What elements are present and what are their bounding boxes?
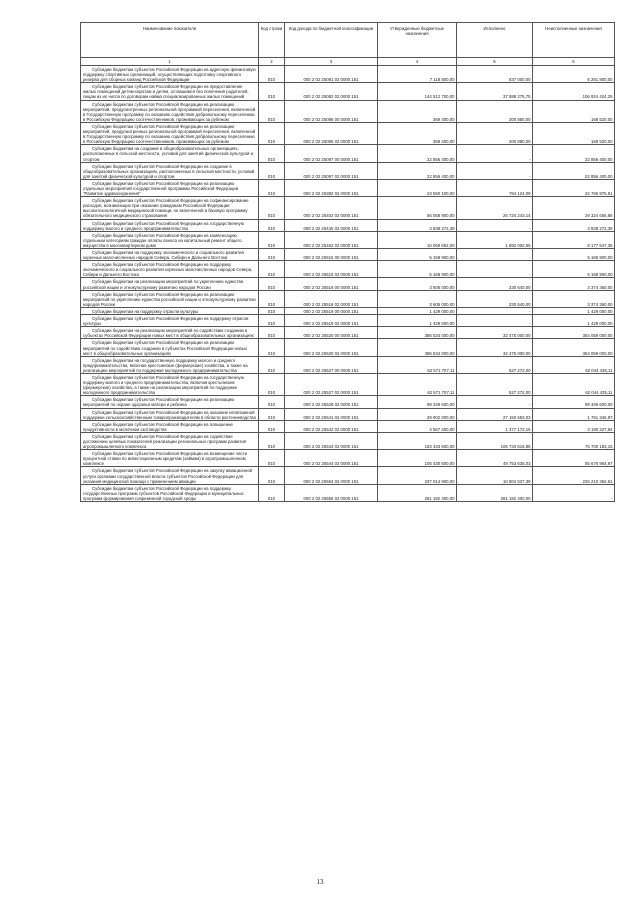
cell-unexecuted: - <box>533 484 615 501</box>
cell-line-code: 010 <box>259 197 285 219</box>
cell-approved: 56 058 900,00 <box>378 197 457 219</box>
cell-approved: 99 349 600,00 <box>378 396 457 408</box>
cell-name <box>81 197 259 219</box>
cell-executed: 230 640,00 <box>457 290 533 307</box>
cell-executed: - <box>457 307 533 314</box>
row-name-text: Субсидии бюджетам субъектов Российской Федерации на создание в общеобразовательных организациях, расположенных в сельской местности, условий для занятий физической культурой и спортом <box>83 163 255 179</box>
cell-line-code: 010 <box>259 122 285 144</box>
cell-unexecuted: 354 059 000,00 <box>533 339 615 356</box>
cell-approved: 1 429 000,00 <box>378 307 457 314</box>
cell-executed: 1 892 002,65 <box>457 231 533 248</box>
cell-budget-code: 000 2 02 25555 02 0000 151 <box>285 484 378 501</box>
cell-executed: 784 124,09 <box>457 179 533 196</box>
cell-approved: 3 605 000,00 <box>378 278 457 290</box>
cell-budget-code: 000 2 02 25402 02 0000 151 <box>285 197 378 219</box>
cell-unexecuted: 3 374 360,00 <box>533 278 615 290</box>
row-name-text: Субсидии бюджетам субъектов Российской Федерации на поддержку экономического и социального развития коренных малочисленных народов Севера, Сибири и Дальнего Востока <box>83 262 253 278</box>
row-name-text: Субсидии бюджетам субъектов Российской Федерации на содействие достижению целевых показателей реализации региональных программ развития агропромышленного комплекса <box>83 433 247 450</box>
cell-line-code: 010 <box>259 396 285 408</box>
cell-executed: - <box>457 219 533 231</box>
row-name-text: Субсидии бюджетам субъектов Российской Федерации на реализацию мероприятий, предусмотренных региональной программой переселения, включенной в Государственную программу по оказанию содействия добровольному переселению в Российскую Федерацию соотечественников, проживающих за рубежом <box>83 123 256 145</box>
cell-unexecuted: 1 751 346,97 <box>533 408 615 420</box>
cell-name <box>81 339 259 356</box>
col-number: 1 <box>81 58 259 66</box>
cell-unexecuted: 5 168 900,00 <box>533 249 615 261</box>
cell-name <box>81 307 259 314</box>
cell-budget-code: 000 2 02 25462 02 0000 151 <box>285 231 378 248</box>
table-row <box>81 122 615 144</box>
cell-budget-code: 000 2 02 25543 02 0000 151 <box>285 432 378 449</box>
cell-approved: 22 856 400,00 <box>378 162 457 179</box>
cell-name <box>81 467 259 484</box>
row-name-text: Субсидии бюджетам субъектов Российской Федерации на предоставление жилых помещений детям-сиротам и детям, оставшимся без попечения родителей, лицам из их числа по договорам найма специализированных жилых помещений <box>83 84 249 100</box>
cell-executed: 26 734 243,14 <box>457 197 533 219</box>
cell-line-code: 010 <box>259 145 285 162</box>
cell-unexecuted: 168 520,00 <box>533 100 615 122</box>
table-row <box>81 231 615 248</box>
cell-approved: 369 400,00 <box>378 100 457 122</box>
cell-name <box>81 315 259 327</box>
row-name-text: Субсидии бюджетам субъектов Российской Федерации на поддержку отрасли культуры <box>83 316 249 327</box>
cell-name <box>81 278 259 290</box>
cell-line-code: 010 <box>259 249 285 261</box>
cell-line-code: 010 <box>259 162 285 179</box>
cell-unexecuted: 354 059 000,00 <box>533 327 615 339</box>
table-row <box>81 261 615 278</box>
col-header-code: Код строки <box>259 23 285 58</box>
row-name-text: Субсидии бюджетам субъектов Российской Федерации на компенсацию отдельным категориям граждан оплаты взноса на капитальный ремонт общего имущества в многоквартирном доме <box>83 232 242 248</box>
cell-line-code: 010 <box>259 179 285 196</box>
cell-line-code: 010 <box>259 315 285 327</box>
table-row <box>81 179 615 196</box>
cell-executed: 200 880,00 <box>457 122 533 144</box>
cell-unexecuted: 76 700 183,15 <box>533 432 615 449</box>
cell-executed: 32 475 000,00 <box>457 327 533 339</box>
cell-executed: - <box>457 315 533 327</box>
cell-executed: - <box>457 261 533 278</box>
row-name-text: Субсидии бюджетам на государственную поддержку малого и среднего предпринимательства, включая крестьянские (фермерские) хозяйства, а также на реализацию мероприятий по поддержке молодежного предпринимательства <box>83 357 248 373</box>
cell-name <box>81 231 259 248</box>
table-row <box>81 467 615 484</box>
cell-budget-code: 000 2 02 25097 02 0000 151 <box>285 162 378 179</box>
cell-unexecuted: 55 676 964,97 <box>533 450 615 467</box>
table-row <box>81 66 615 83</box>
cell-executed: 49 753 635,03 <box>457 450 533 467</box>
cell-name <box>81 122 259 144</box>
cell-name <box>81 396 259 408</box>
table-row <box>81 100 615 122</box>
cell-name <box>81 100 259 122</box>
cell-budget-code: 000 2 02 25515 02 0000 151 <box>285 261 378 278</box>
row-name-text: Субсидии бюджетам субъектов Российской Федерации на софинансирование расходов, возникающих при оказании гражданам Российской Федерации высокотехнологичной медицинской помощи, не включенной в базовую программу обязательного медицинского страхования <box>83 198 249 219</box>
cell-approved: 369 400,00 <box>378 122 457 144</box>
cell-line-code: 010 <box>259 467 285 484</box>
cell-approved: 386 534 000,00 <box>378 327 457 339</box>
table-row <box>81 219 615 231</box>
cell-name <box>81 420 259 432</box>
cell-budget-code: 000 2 02 25527 02 0000 151 <box>285 373 378 395</box>
cell-executed: - <box>457 249 533 261</box>
column-number-row <box>81 58 615 66</box>
table-row <box>81 432 615 449</box>
table-row <box>81 83 615 100</box>
cell-unexecuted: 62 044 435,11 <box>533 356 615 373</box>
cell-executed: 837 000,00 <box>457 66 533 83</box>
row-name-text: Субсидии бюджетам субъектов Российской Федерации на реализацию отдельных мероприятий государственной программы Российской Федерации "Развитие здравоохранения" <box>83 180 239 197</box>
table-body <box>81 66 615 502</box>
table-row <box>81 327 615 339</box>
cell-unexecuted: 6 281 800,00 <box>533 66 615 83</box>
cell-name <box>81 145 259 162</box>
cell-approved: 4 567 400,00 <box>378 420 457 432</box>
cell-unexecuted: 5 168 900,00 <box>533 261 615 278</box>
table-row <box>81 420 615 432</box>
table-row <box>81 145 615 162</box>
table-row <box>81 307 615 314</box>
cell-unexecuted: 226 210 362,61 <box>533 467 615 484</box>
cell-unexecuted: 22 856 400,00 <box>533 162 615 179</box>
cell-line-code: 010 <box>259 356 285 373</box>
cell-approved: 3 605 000,00 <box>378 290 457 307</box>
cell-unexecuted: 1 429 000,00 <box>533 315 615 327</box>
table-row <box>81 408 615 420</box>
cell-executed: 1 377 172,16 <box>457 420 533 432</box>
cell-approved: 23 550 100,00 <box>378 179 457 196</box>
cell-approved: 10 069 652,00 <box>378 231 457 248</box>
cell-executed: - <box>457 162 533 179</box>
cell-budget-code: 000 2 02 25516 02 0000 151 <box>285 290 378 307</box>
cell-unexecuted: 3 374 360,00 <box>533 290 615 307</box>
row-name-text: Субсидии бюджетам на реализацию мероприятий по содействию созданию в субъектах Российской Федерации новых мест в общеобразовательных организациях <box>83 328 254 339</box>
header-row <box>81 23 615 58</box>
cell-name <box>81 219 259 231</box>
row-name-text: Субсидии бюджетам на реализацию мероприятий по укреплению единства российской нации и этнокультурному развитию народов России <box>83 279 244 290</box>
cell-executed: 27 150 653,03 <box>457 408 533 420</box>
cell-budget-code: 000 2 02 25515 00 0000 151 <box>285 249 378 261</box>
col-number: 6 <box>533 58 615 66</box>
row-name-text: Субсидии бюджетам субъектов Российской Федерации на государственную поддержку малого и среднего предпринимательства <box>83 220 244 231</box>
cell-budget-code: 000 2 02 25542 02 0000 151 <box>285 420 378 432</box>
cell-line-code: 010 <box>259 450 285 467</box>
row-name-text: Субсидии бюджетам субъектов Российской Федерации на реализацию мероприятий по содействию созданию в субъектах Российской Федерации новых мест в общеобразовательных организациях <box>83 340 247 356</box>
row-name-text: Субсидии бюджетам на поддержку экономического и социального развития коренных малочисленных народов Севера, Сибири и Дальнего Востока <box>83 250 244 261</box>
cell-unexecuted: 62 044 435,11 <box>533 373 615 395</box>
cell-budget-code: 000 2 02 25382 02 0000 151 <box>285 179 378 196</box>
cell-executed: 10 804 537,39 <box>457 467 533 484</box>
cell-budget-code: 000 2 02 25516 00 0000 151 <box>285 278 378 290</box>
cell-executed: 527 272,00 <box>457 356 533 373</box>
table-row <box>81 162 615 179</box>
cell-approved: 144 512 700,00 <box>378 83 457 100</box>
cell-name <box>81 162 259 179</box>
cell-line-code: 010 <box>259 231 285 248</box>
cell-executed: 32 475 000,00 <box>457 339 533 356</box>
table-row <box>81 373 615 395</box>
row-name-text: Субсидии бюджетам на создание в общеобразовательных организациях, расположенных в сельской местности, условий для занятий физической культурой и спортом <box>83 146 253 162</box>
cell-name <box>81 261 259 278</box>
budget-table <box>80 22 615 502</box>
cell-approved: 386 534 000,00 <box>378 339 457 356</box>
col-number: 3 <box>285 58 378 66</box>
row-name-text: Субсидии бюджетам субъектов Российской Федерации на оказание несвязанной поддержки сельскохозяйственным товаропроизводителям в области растениеводства <box>83 409 256 420</box>
cell-budget-code: 000 2 02 25541 02 0000 151 <box>285 408 378 420</box>
cell-executed: - <box>457 396 533 408</box>
cell-approved: 22 856 400,00 <box>378 145 457 162</box>
cell-unexecuted: 106 924 424,25 <box>533 83 615 100</box>
budget-execution-report <box>80 22 614 502</box>
cell-approved: 3 838 272,39 <box>378 219 457 231</box>
col-number: 2 <box>259 58 285 66</box>
cell-executed: 106 733 616,85 <box>457 432 533 449</box>
cell-line-code: 010 <box>259 261 285 278</box>
cell-line-code: 010 <box>259 327 285 339</box>
col-header-done: Исполнено <box>457 23 533 58</box>
cell-approved: 183 433 600,00 <box>378 432 457 449</box>
cell-approved: 237 014 900,00 <box>378 467 457 484</box>
page-number: 13 <box>316 878 324 886</box>
cell-name <box>81 356 259 373</box>
cell-budget-code: 000 2 02 25081 02 0000 151 <box>285 66 378 83</box>
cell-budget-code: 000 2 02 25527 00 0000 151 <box>285 356 378 373</box>
cell-budget-code: 000 2 02 25554 02 0000 151 <box>285 467 378 484</box>
col-header-bcode: Код дохода по бюджетной классификации <box>285 23 378 58</box>
row-name-text: Субсидии бюджетам субъектов Российской Федерации на реализацию мероприятий, предусмотренных региональной программой переселения, включенной в Государственную программу по оказанию содействия добровольному переселению в Российскую Федерацию соотечественников, проживающих за рубежом <box>83 101 256 122</box>
cell-approved: 29 902 000,00 <box>378 408 457 420</box>
cell-budget-code: 000 2 02 25544 02 0000 151 <box>285 450 378 467</box>
row-name-text: Субсидии бюджетам субъектов Российской Федерации на реализацию мероприятий по охране здоровья матери и ребенка <box>83 397 235 408</box>
table-row <box>81 339 615 356</box>
cell-name <box>81 290 259 307</box>
cell-executed: 527 272,00 <box>457 373 533 395</box>
col-number: 5 <box>457 58 533 66</box>
row-name-text: Субсидии бюджетам на поддержку отрасли культуры <box>92 308 199 314</box>
cell-approved: 7 118 800,00 <box>378 66 457 83</box>
cell-executed: 281 182 400,00 <box>457 484 533 501</box>
cell-name <box>81 327 259 339</box>
cell-line-code: 010 <box>259 339 285 356</box>
row-name-text: Субсидии бюджетам субъектов Российской Федерации на поддержку государственных программ субъектов Российской Федерации и муниципальных программ формирования современной городской среды <box>83 485 244 501</box>
cell-executed: - <box>457 145 533 162</box>
cell-budget-code: 000 2 02 25445 02 0000 151 <box>285 219 378 231</box>
cell-unexecuted: 22 856 400,00 <box>533 145 615 162</box>
cell-budget-code: 000 2 02 25519 00 0000 151 <box>285 307 378 314</box>
table-row <box>81 315 615 327</box>
cell-line-code: 010 <box>259 307 285 314</box>
cell-line-code: 010 <box>259 290 285 307</box>
cell-unexecuted: 168 520,00 <box>533 122 615 144</box>
cell-line-code: 010 <box>259 484 285 501</box>
cell-approved: 5 168 900,00 <box>378 249 457 261</box>
cell-unexecuted: 3 190 227,84 <box>533 420 615 432</box>
table-row <box>81 396 615 408</box>
cell-budget-code: 000 2 02 25519 02 0000 151 <box>285 315 378 327</box>
table-row <box>81 197 615 219</box>
row-name-text: Субсидии бюджетам субъектов Российской Федерации на адресную финансовую поддержку спортивных организаций, осуществляющих подготовку спортивного резерва для сборных команд Российской Федерации <box>83 67 256 83</box>
cell-budget-code: 000 2 02 25082 02 0000 151 <box>285 83 378 100</box>
cell-approved: 281 182 400,00 <box>378 484 457 501</box>
row-name-text: Субсидии бюджетам субъектов Российской Федерации на повышение продуктивности в молочном скотоводстве <box>83 421 233 432</box>
cell-line-code: 010 <box>259 100 285 122</box>
cell-line-code: 010 <box>259 432 285 449</box>
cell-name <box>81 484 259 501</box>
cell-line-code: 010 <box>259 420 285 432</box>
cell-name <box>81 179 259 196</box>
cell-executed: 200 880,00 <box>457 100 533 122</box>
cell-unexecuted: 29 324 656,86 <box>533 197 615 219</box>
col-header-name: Наименование показателя <box>81 23 259 58</box>
cell-name <box>81 249 259 261</box>
cell-line-code: 010 <box>259 278 285 290</box>
cell-approved: 1 429 000,00 <box>378 315 457 327</box>
cell-name <box>81 373 259 395</box>
table-row <box>81 356 615 373</box>
cell-name <box>81 83 259 100</box>
cell-executed: 230 640,00 <box>457 278 533 290</box>
cell-line-code: 010 <box>259 408 285 420</box>
table-row <box>81 290 615 307</box>
cell-approved: 62 571 707,11 <box>378 356 457 373</box>
cell-budget-code: 000 2 02 25086 00 0000 151 <box>285 100 378 122</box>
cell-name <box>81 66 259 83</box>
cell-unexecuted: 1 429 000,00 <box>533 307 615 314</box>
cell-unexecuted: 8 177 647,35 <box>533 231 615 248</box>
cell-budget-code: 000 2 02 25086 02 0000 151 <box>285 122 378 144</box>
table-row <box>81 484 615 501</box>
cell-approved: 105 430 600,00 <box>378 450 457 467</box>
cell-unexecuted: 3 838 272,39 <box>533 219 615 231</box>
table-row <box>81 249 615 261</box>
cell-budget-code: 000 2 02 25097 00 0000 151 <box>285 145 378 162</box>
cell-unexecuted: 99 349 600,00 <box>533 396 615 408</box>
col-header-undone: Неисполненные назначения <box>533 23 615 58</box>
cell-budget-code: 000 2 02 25520 02 0000 151 <box>285 339 378 356</box>
cell-approved: 62 571 707,11 <box>378 373 457 395</box>
row-name-text: Субсидии бюджетам субъектов Российской Федерации на государственную поддержку малого и среднего предпринимательства, включая крестьянские (фермерские) хозяйства, а также на реализацию мероприятий по поддержке молодежного предпринимательства <box>83 374 244 396</box>
cell-line-code: 010 <box>259 219 285 231</box>
cell-budget-code: 000 2 02 25520 00 0000 151 <box>285 327 378 339</box>
table-row <box>81 450 615 467</box>
cell-name <box>81 450 259 467</box>
row-name-text: Субсидии бюджетам субъектов Российской Федерации на возмещение части процентной ставки по инвестиционным кредитам (займам) в агропромышленном комплексе <box>83 451 248 467</box>
cell-executed: 37 588 275,75 <box>457 83 533 100</box>
row-name-text: Субсидии бюджетам субъектов Российской Федерации на закупку авиационной услуги органами государственной власти субъектов Российской Федерации для оказания медицинской помощи с применением авиации <box>83 468 253 484</box>
cell-name <box>81 408 259 420</box>
cell-line-code: 010 <box>259 66 285 83</box>
row-name-text: Субсидии бюджетам субъектов Российской Федерации на реализацию мероприятий по укреплению единства российской нации и этнокультурному развитию народов России <box>83 291 256 307</box>
cell-budget-code: 000 2 02 25528 02 0000 151 <box>285 396 378 408</box>
cell-approved: 5 168 900,00 <box>378 261 457 278</box>
col-number: 4 <box>378 58 457 66</box>
cell-line-code: 010 <box>259 83 285 100</box>
table-row <box>81 278 615 290</box>
col-header-approved: Утвержденные бюджетные назначения <box>378 23 457 58</box>
cell-line-code: 010 <box>259 373 285 395</box>
cell-unexecuted: 22 765 975,91 <box>533 179 615 196</box>
cell-name <box>81 432 259 449</box>
